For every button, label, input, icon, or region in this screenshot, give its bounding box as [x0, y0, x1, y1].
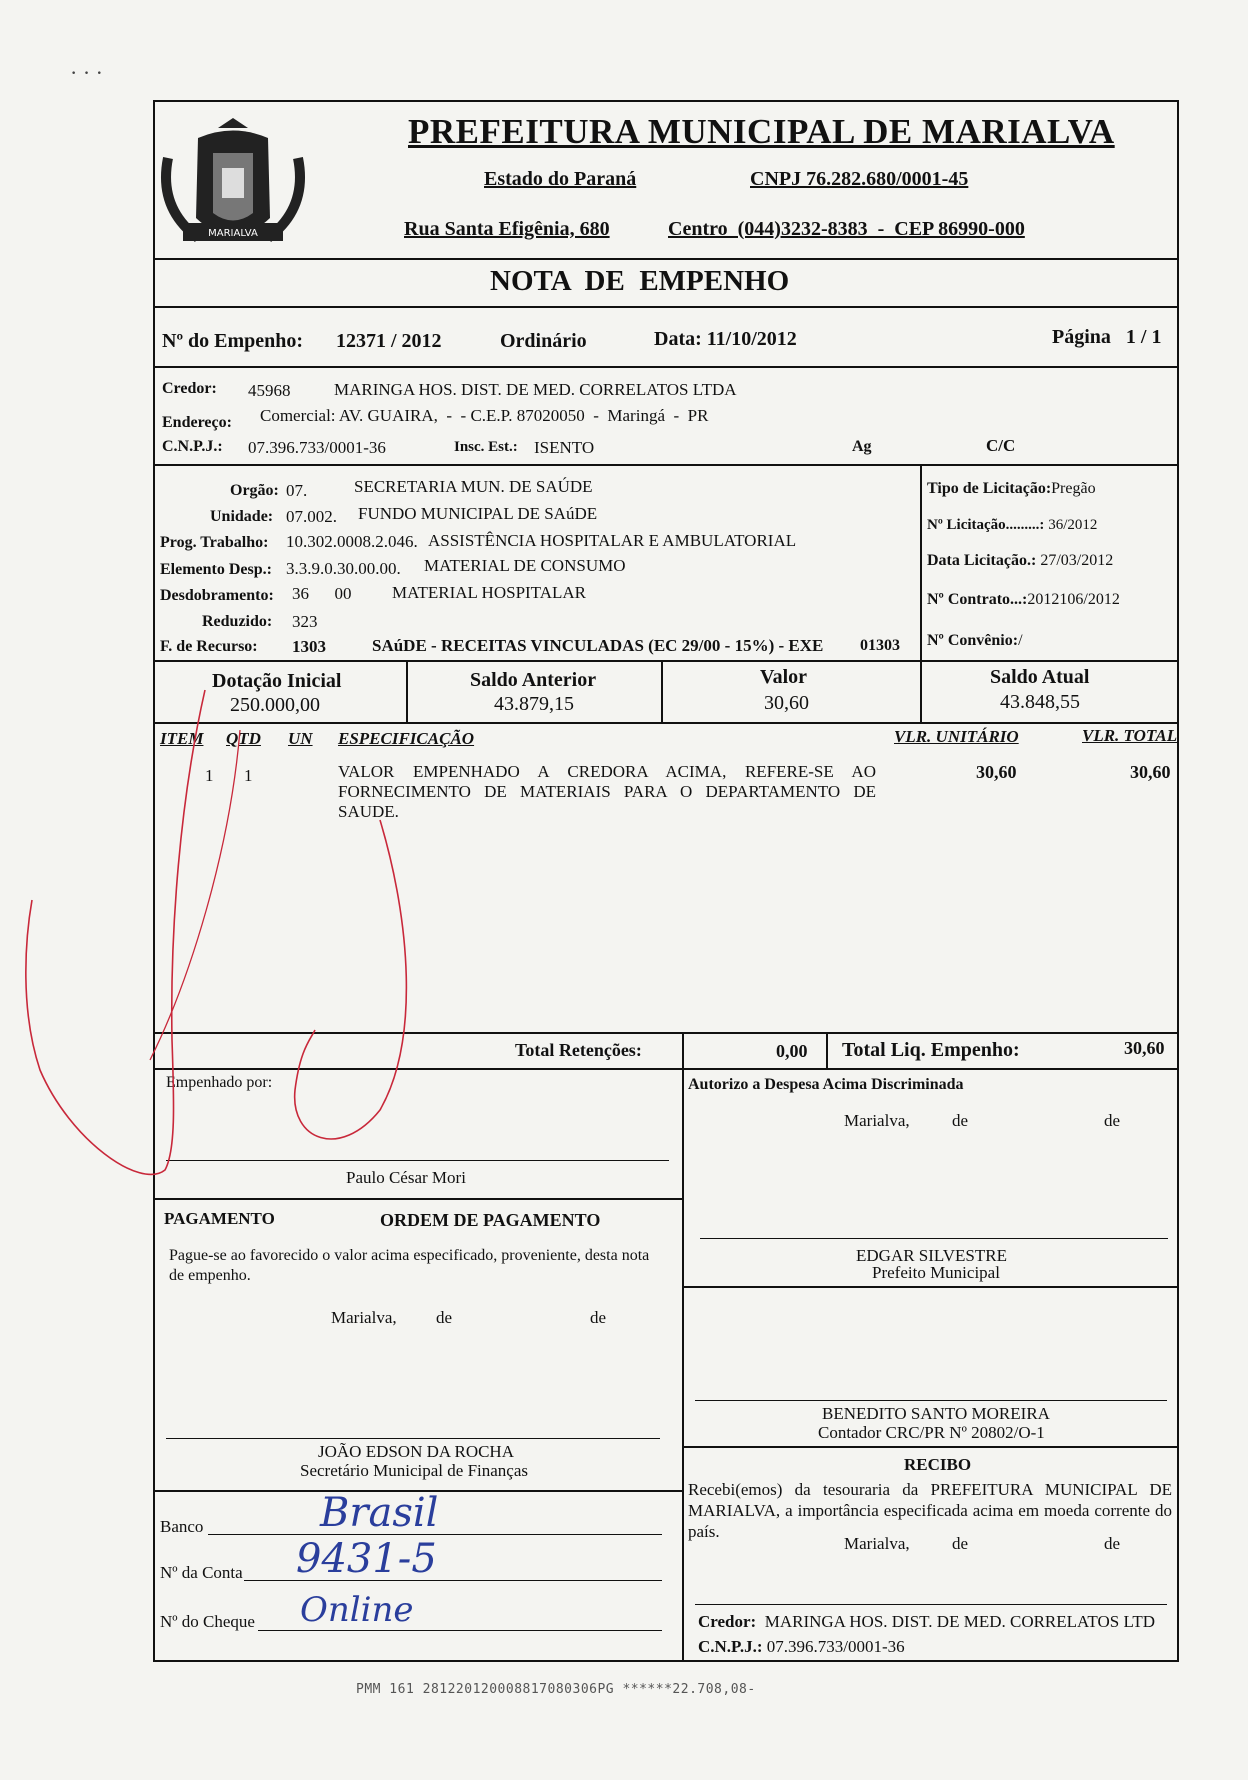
document-title: NOTA DE EMPENHO — [490, 265, 790, 297]
item-especificacao: VALOR EMPENHADO A CREDORA ACIMA, REFERE-SE AO FORNECIMENTO DE MATERIAIS PARA O DEPARTAMENTO DE SAUDE. — [338, 762, 876, 821]
insc-value: ISENTO — [534, 438, 595, 457]
col-un: UN — [288, 729, 313, 748]
header-cnpj: CNPJ 76.282.680/0001-45 — [750, 168, 969, 190]
endereco-label: Endereço: — [162, 414, 232, 431]
autorizo-signer-role: Prefeito Municipal — [872, 1263, 1000, 1282]
autorizo-signer-name: EDGAR SILVESTRE — [856, 1246, 1007, 1265]
saldo-atual-value: 43.848,55 — [1000, 691, 1080, 713]
pagamento-signer-name: JOÃO EDSON DA ROCHA — [318, 1442, 514, 1461]
total-retencoes-value: 0,00 — [776, 1041, 808, 1061]
pagamento-text: Pague-se ao favorecido o valor acima especificado, proveniente, desta nota de empenho. — [169, 1247, 650, 1284]
desdobramento-name: MATERIAL HOSPITALAR — [392, 583, 586, 602]
empenhado-label: Empenhado por: — [166, 1074, 273, 1091]
desdobramento-label: Desdobramento: — [160, 587, 274, 604]
valor-label: Valor — [760, 666, 808, 688]
prog-code: 10.302.0008.2.046. — [286, 532, 418, 551]
saldo-anterior-value: 43.879,15 — [494, 693, 574, 715]
crest-text: MARIALVA — [208, 228, 258, 239]
item-vlr-unitario: 30,60 — [976, 762, 1017, 782]
conta-label: Nº da Conta — [160, 1563, 243, 1582]
valor-value: 30,60 — [764, 692, 809, 714]
orgao-label: Orgão: — [230, 482, 279, 499]
header-address: Rua Santa Efigênia, 680 — [404, 218, 610, 240]
unidade-code: 07.002. — [286, 507, 337, 526]
empenhado-name: Paulo César Mori — [346, 1168, 466, 1187]
empenho-label: Nº do Empenho: — [162, 330, 304, 352]
elemento-label: Elemento Desp.: — [160, 561, 272, 578]
numero-convenio: Nº Convênio:/ — [927, 632, 1023, 649]
autorizo-place: Marialva, — [844, 1111, 910, 1130]
credor-label: Credor: — [162, 380, 217, 397]
recurso-name: SAúDE - RECEITAS VINCULADAS (EC 29/00 - 15%) - EXE — [372, 636, 824, 655]
cheque-handwritten: Online — [300, 1590, 414, 1630]
contador-role: Contador CRC/PR Nº 20802/O-1 — [818, 1423, 1045, 1442]
col-especificacao: ESPECIFICAÇÃO — [338, 729, 475, 748]
data-licitacao: Data Licitação.: 27/03/2012 — [927, 552, 1114, 569]
credor-name: MARINGA HOS. DIST. DE MED. CORRELATOS LTDA — [334, 380, 737, 399]
saldo-anterior-label: Saldo Anterior — [470, 669, 597, 691]
autorizo-label: Autorizo a Despesa Acima Discriminada — [688, 1076, 964, 1093]
scan-marks: · · · — [70, 60, 103, 85]
total-liq-value: 30,60 — [1124, 1038, 1165, 1058]
orgao-code: 07. — [286, 481, 308, 500]
prog-label: Prog. Trabalho: — [160, 534, 269, 551]
header-address-rest: Centro (044)3232-8383 - CEP 86990-000 — [668, 218, 1025, 240]
recibo-text: Recebi(emos) da tesouraria da PREFEITURA MUNICIPAL DE MARIALVA, a importância especificada acima em moeda corrente do país. — [688, 1480, 1172, 1541]
footer-code: PMM 161 281220120008817080306PG ******22.708,08- — [356, 1682, 756, 1697]
recibo-title: RECIBO — [904, 1455, 972, 1474]
reduzido-value: 323 — [292, 612, 318, 631]
elemento-name: MATERIAL DE CONSUMO — [424, 556, 626, 575]
col-qtd: QTD — [226, 729, 261, 748]
pagamento-de1: de — [436, 1308, 453, 1327]
empenho-date: Data: 11/10/2012 — [654, 328, 797, 350]
insc-label: Insc. Est.: — [454, 439, 518, 455]
recibo-de2: de — [1104, 1534, 1121, 1553]
item-qtd: 1 — [244, 766, 253, 785]
header-title: PREFEITURA MUNICIPAL DE MARIALVA — [408, 112, 1115, 151]
prog-name: ASSISTÊNCIA HOSPITALAR E AMBULATORIAL — [428, 531, 797, 550]
item-number: 1 — [205, 766, 214, 785]
dotacao-label: Dotação Inicial — [212, 670, 342, 692]
empenho-type: Ordinário — [500, 330, 587, 352]
recurso-code: 1303 — [292, 637, 326, 656]
empenho-number: 12371 / 2012 — [336, 330, 442, 352]
total-liq-label: Total Liq. Empenho: — [842, 1039, 1020, 1061]
tipo-licitacao: Tipo de Licitação:Pregão — [927, 480, 1096, 497]
contador-name: BENEDITO SANTO MOREIRA — [822, 1404, 1050, 1423]
cnpj-label: C.N.P.J.: — [162, 438, 223, 455]
recurso-label: F. de Recurso: — [160, 638, 258, 655]
cc-label: C/C — [986, 436, 1016, 455]
ordem-pagamento-label: ORDEM DE PAGAMENTO — [380, 1210, 601, 1230]
recurso-number: 01303 — [860, 637, 900, 654]
municipal-crest-icon — [158, 118, 308, 268]
numero-licitacao: Nº Licitação.........: 36/2012 — [927, 517, 1098, 533]
recibo-cnpj: C.N.P.J.: 07.396.733/0001-36 — [698, 1637, 905, 1656]
ag-label: Ag — [852, 438, 872, 455]
elemento-code: 3.3.9.0.30.00.00. — [286, 559, 401, 578]
pagamento-signer-role: Secretário Municipal de Finanças — [300, 1461, 529, 1480]
page-number: Página 1 / 1 — [1052, 326, 1162, 348]
endereco-value: Comercial: AV. GUAIRA, - - C.E.P. 87020050 - Maringá - PR — [260, 406, 709, 425]
recibo-de1: de — [952, 1534, 969, 1553]
item-vlr-total: 30,60 — [1130, 762, 1171, 782]
col-item: ITEM — [160, 729, 204, 748]
header-state: Estado do Paraná — [484, 168, 637, 190]
cheque-label: Nº do Cheque — [160, 1612, 255, 1631]
orgao-name: SECRETARIA MUN. DE SAÚDE — [354, 477, 593, 496]
numero-contrato: Nº Contrato...:2012106/2012 — [927, 591, 1120, 608]
recibo-place: Marialva, — [844, 1534, 910, 1553]
autorizo-de1: de — [952, 1111, 969, 1130]
conta-handwritten: 9431-5 — [296, 1536, 437, 1582]
col-vlr-unitario: VLR. UNITÁRIO — [894, 727, 1019, 746]
reduzido-label: Reduzido: — [202, 613, 273, 630]
unidade-label: Unidade: — [210, 508, 274, 525]
banco-label: Banco — [160, 1517, 204, 1536]
total-retencoes-label: Total Retenções: — [515, 1040, 642, 1060]
autorizo-de2: de — [1104, 1111, 1121, 1130]
saldo-atual-label: Saldo Atual — [990, 666, 1090, 688]
dotacao-value: 250.000,00 — [230, 694, 320, 716]
recibo-credor: Credor: MARINGA HOS. DIST. DE MED. CORRELATOS LTD — [698, 1612, 1155, 1631]
banco-handwritten: Brasil — [320, 1490, 439, 1536]
desdobramento-code: 36 00 — [292, 584, 352, 603]
pagamento-label: PAGAMENTO — [164, 1209, 275, 1228]
pagamento-de2: de — [590, 1308, 607, 1327]
unidade-name: FUNDO MUNICIPAL DE SAúDE — [358, 504, 598, 523]
cnpj-value: 07.396.733/0001-36 — [248, 438, 386, 457]
credor-code: 45968 — [248, 381, 291, 400]
col-vlr-total: VLR. TOTAL — [1082, 726, 1178, 745]
pagamento-place: Marialva, — [331, 1308, 397, 1327]
